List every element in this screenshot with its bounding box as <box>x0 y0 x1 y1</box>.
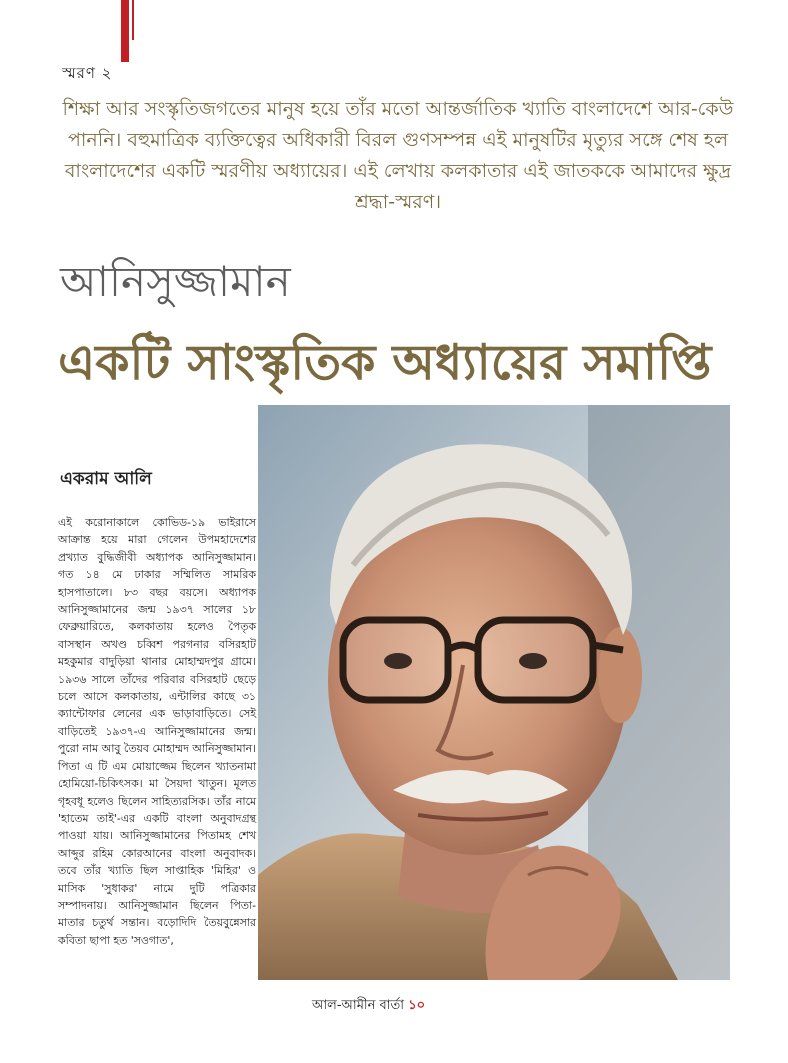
main-title: একটি সাংস্কৃতিক অধ্যায়ের সমাপ্তি <box>58 334 712 391</box>
accent-bar-thin <box>132 0 134 40</box>
portrait-photo <box>258 405 730 980</box>
accent-bar <box>121 0 129 62</box>
intro-paragraph: শিক্ষা আর সংস্কৃতিজগতের মানুষ হয়ে তাঁর মতো আন্তর্জাতিক খ্যাতি বাংলাদেশে আর-কেউ পাননি। বহুমাত্রিক ব্যক্তিত্বের অধিকারী বিরল গুণসম্পন্ন এই মানুষটির মৃত্যুর সঙ্গে শেষ হল বাংলাদেশের একটি স্মরণীয় অধ্যায়ের। এই লেখায় কলকাতার এই জাতককে আমাদের ক্ষুদ্র শ্রদ্ধা-স্মরণ। <box>62 98 734 213</box>
magazine-name: আল-আমীন বার্তা <box>312 998 405 1013</box>
page-footer <box>312 996 425 1017</box>
author-byline: একরাম আলি <box>60 469 152 489</box>
article-body: এই করোনাকালে কোভিড-১৯ ভাইরাসে আক্রান্ত হয়ে মারা গেলেন উপমহাদেশের প্রখ্যাত বুদ্ধিজীবী অধ্যাপক আনিসুজ্জামান। গত ১৪ মে ঢাকার সম্মিলিত সামরিক হাসপাতালে। ৮৩ বছর বয়সে। অধ্যাপক আনিসুজ্জামানের জন্ম ১৯৩৭ সালের ১৮ ফেব্রুয়ারিতে, কলকাতায় হলেও পৈতৃক বাসস্থান অখণ্ড চব্বিশ পরগনার বসিরহাট মহকুমার বাদুড়িয়া থানার মোহাম্মদপুর গ্রামে। ১৯৩৬ সালে তাঁদের পরিবার বসিরহাট ছেড়ে চলে আসে কলকাতায়, এন্টালির কাছে ৩১ ক্যান্টোফার লেনের এক ভাড়াবাড়িতে। সেই বাড়িতেই ১৯৩৭-এ আনিসুজ্জামানের জন্ম। পুরো নাম আবু তৈয়ব মোহাম্মদ আনিসুজ্জামান। পিতা এ টি এম মোয়াজ্জেম ছিলেন খ্যাতনামা হোমিয়ো-চিকিৎসক। মা সৈয়দা খাতুন। মূলত গৃহবধূ হলেও ছিলেন সাহিত্যরসিক। তাঁর নামে 'হাতেম তাই'-এর একটি বাংলা অনুবাদগ্রন্থ পাওয়া যায়। আনিসুজ্জামানের পিতামহ শেখ আব্দুর রহিম কোরআনের বাংলা অনুবাদক। তবে তাঁর খ্যাতি ছিল সাপ্তাহিক 'মিহির' ও মাসিক 'সুধাকর' নামে দুটি পত্রিকার সম্পাদনায়। আনিসুজ্জামান ছিলেন পিতা-মাতার চতুর্থ সন্তান। বড়োদিদি তৈয়বুন্নেসার কবিতা ছাপা হত 'সওগাত', <box>58 516 256 947</box>
name-title: আনিসুজ্জামান <box>60 257 291 306</box>
page-number: ১০ <box>408 998 426 1013</box>
section-label: স্মরণ ২ <box>62 64 113 82</box>
portrait-illustration <box>258 405 730 980</box>
